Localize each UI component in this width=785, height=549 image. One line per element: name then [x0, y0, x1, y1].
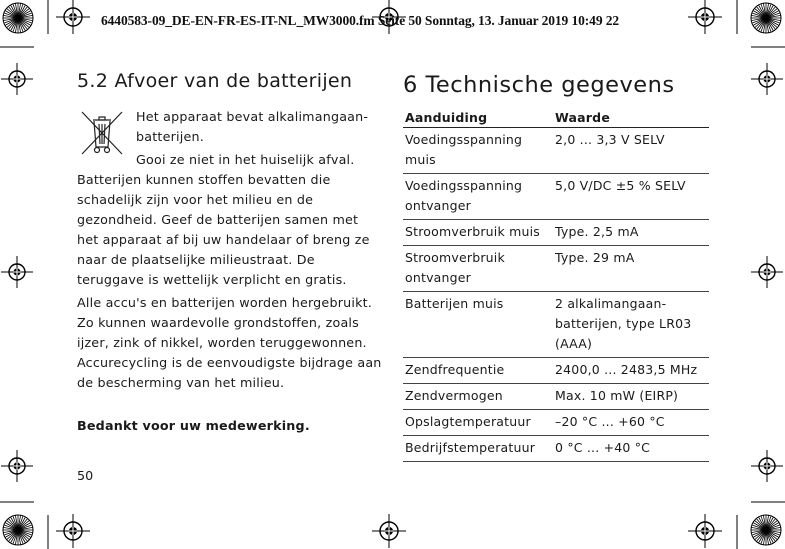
table-cell-value: Type. 2,5 mA	[553, 220, 709, 246]
table-row	[403, 220, 709, 246]
table-cell-designation: Voedingsspanning ontvanger	[403, 174, 553, 220]
table-row	[403, 292, 709, 358]
registration-mark	[1, 450, 33, 482]
table-cell-designation: Zendfrequentie	[403, 358, 553, 384]
table-cell-designation: Stroomverbruik muis	[403, 220, 553, 246]
registration-mark	[56, 514, 90, 548]
page-number: 50	[77, 468, 94, 483]
table-header-row	[403, 107, 709, 128]
paragraph-contains-batteries: Het apparaat bevat alkalimangaan-batterijen.	[136, 109, 369, 144]
registration-mark	[688, 514, 722, 548]
table-cell-value: 2400,0 ... 2483,5 MHz	[553, 358, 709, 384]
registration-mark	[56, 0, 90, 34]
table-cell-designation: Zendvermogen	[403, 384, 553, 410]
registration-mark	[751, 256, 783, 288]
paragraph-harmful-substances: Batterijen kunnen stoffen bevatten die schadelijk zijn voor het milieu en de gezondheid. Geef de batterijen samen met het apparaat af bij uw handelaar of breng ze naar de plaatselijke milieustraat. De teruggave is wettelijk verplicht en gratis.	[77, 172, 370, 287]
section-title-technical-data: 6 Technische gegevens	[403, 72, 675, 98]
section-title-batteries: 5.2 Afvoer van de batterijen	[77, 70, 353, 92]
table-cell-value: Max. 10 mW (EIRP)	[553, 384, 709, 410]
table-cell-designation: Bedrijfstemperatuur	[403, 436, 553, 462]
registration-mark	[751, 63, 783, 95]
table-row	[403, 128, 709, 174]
column-header-value: Waarde	[553, 107, 709, 128]
table-row	[403, 384, 709, 410]
table-cell-designation: Batterijen muis	[403, 292, 553, 358]
paragraph-no-household-waste: Gooi ze niet in het huiselijk afval.	[136, 152, 355, 167]
table-row	[403, 358, 709, 384]
table-cell-value: Type. 29 mA	[553, 246, 709, 292]
table-cell-designation: Voedingsspanning muis	[403, 128, 553, 174]
table-cell-designation: Opslagtemperatuur	[403, 410, 553, 436]
table-cell-value: 0 °C ... +40 °C	[553, 436, 709, 462]
registration-mark	[1, 256, 33, 288]
table-row	[403, 246, 709, 292]
registration-mark	[1, 63, 33, 95]
table-row	[403, 410, 709, 436]
print-header: 6440583-09_DE-EN-FR-ES-IT-NL_MW3000.fm Seite 50 Sonntag, 13. Januar 2019 10:49 22	[101, 13, 620, 28]
registration-mark	[372, 514, 406, 548]
table-cell-designation: Stroomverbruik ontvanger	[403, 246, 553, 292]
technical-data-table	[403, 107, 709, 462]
table-row	[403, 436, 709, 462]
table-row	[403, 174, 709, 220]
column-header-designation: Aanduiding	[403, 107, 553, 128]
table-cell-value: 2,0 ... 3,3 V SELV	[553, 128, 709, 174]
star-target-mark	[3, 515, 33, 545]
paragraph-thanks: Bedankt voor uw medewerking.	[77, 418, 310, 433]
paragraph-recycling: Alle accu's en batterijen worden hergebruikt. Zo kunnen waardevolle grondstoffen, zoals ijzer, zink of nikkel, worden teruggewonnen. Accurecycling is de eenvoudigste bijdrage aan de bescherming van het milieu.	[77, 295, 382, 390]
star-target-mark	[751, 3, 781, 33]
table-cell-value: 2 alkalimangaan-batterijen, type LR03 (AAA)	[553, 292, 709, 358]
star-target-mark	[751, 515, 781, 545]
registration-mark	[688, 0, 722, 34]
crossed-bin-icon	[79, 109, 125, 157]
table-cell-value: 5,0 V/DC ±5 % SELV	[553, 174, 709, 220]
registration-mark	[751, 450, 783, 482]
table-cell-value: –20 °C ... +60 °C	[553, 410, 709, 436]
star-target-mark	[3, 3, 33, 33]
